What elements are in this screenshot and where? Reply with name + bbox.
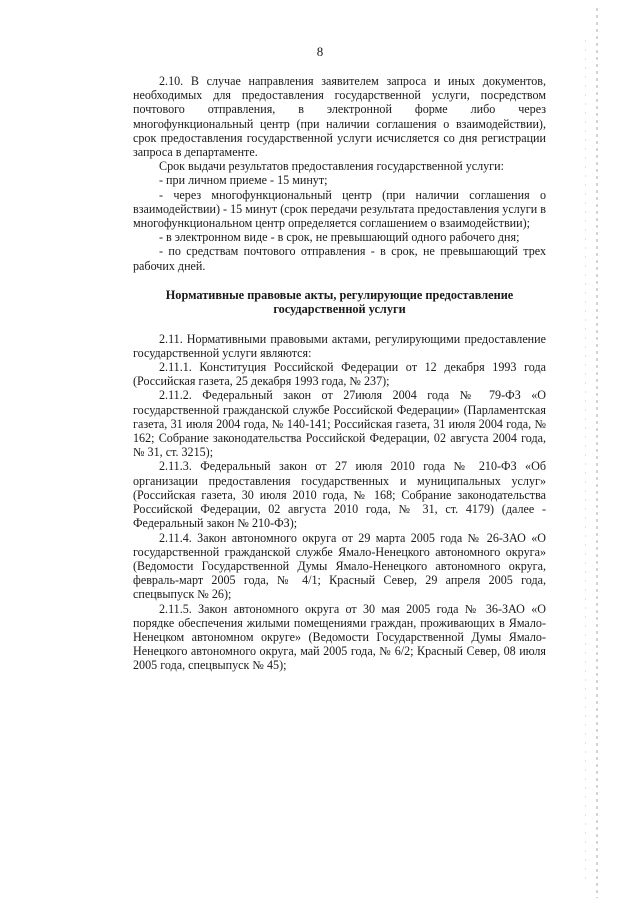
paragraph-2-11-1: 2.11.1. Конституция Российской Федерации от 12 декабря 1993 года (Российская газета, 25 декабря 1993 года, № 237); [133, 360, 546, 389]
paragraph-2-10: 2.10. В случае направления заявителем запроса и иных документов, необходимых для предоставления государственной услуги, посредством почтового отправления, в электронной форме либо через многофункциональный центр (при наличии соглашения о взаимодействии), срок предоставления государственной услуги исчисляется со дня регистрации запроса в департаменте. [133, 74, 546, 160]
paragraph-2-11: 2.11. Нормативными правовыми актами, регулирующими предоставление государственной услуги являются: [133, 331, 546, 360]
scan-edge-line [596, 8, 598, 898]
paragraph-2-11-5: 2.11.5. Закон автономного округа от 30 мая 2005 года № 36-ЗАО «О порядке обеспечения жилыми помещениями граждан, проживающих в Ямало-Ненецком автономном округе» (Ведомости Государственной Думы Ямало-Ненецкого автономного округа, май 2005 года, № 6/2; Красный Север, 08 июля 2005 года, спецвыпуск № 45); [133, 601, 546, 673]
scan-edge-line-secondary [585, 40, 586, 880]
paragraph-2-11-4: 2.11.4. Закон автономного округа от 29 марта 2005 года № 26-ЗАО «О государственной гражданской службе Ямало-Ненецкого автономного округа» (Ведомости Государственной Думы Ямало-Ненецкого автономного округа, февраль-март 2005 года, № 4/1; Красный Север, 29 апреля 2005 года, спецвыпуск № 26); [133, 530, 546, 602]
list-item-personal: - при личном приеме - 15 минут; [159, 173, 328, 188]
list-item-postal: - по средствам почтового отправления - в срок, не превышающий трех рабочих дней. [133, 244, 546, 273]
paragraph-2-11-3: 2.11.3. Федеральный закон от 27 июля 2010 года № 210-ФЗ «Об организации предоставления государственных и муниципальных услуг» (Российская газета, 30 июля 2010 года, № 168; Собрание законодательства Российской Федерации, 02 августа 2010 года, № 31, ст. 4179) (далее - Федеральный закон № 210-ФЗ); [133, 459, 546, 531]
list-item-mfc: - через многофункциональный центр (при наличии соглашения о взаимодействии) - 15 минут (срок передачи результата предоставления услуги в многофункциональном центр определяется соглашением о взаимодействии); [133, 187, 546, 231]
paragraph-result-terms: Срок выдачи результатов предоставления государственной услуги: [159, 159, 504, 174]
page-number: 8 [316, 44, 324, 59]
document-body [133, 74, 546, 673]
section-heading: Нормативные правовые акты, регулирующие предоставление государственной услуги [165, 287, 514, 317]
paragraph-2-11-2: 2.11.2. Федеральный закон от 27июля 2004 года № 79-ФЗ «О государственной гражданской службе Российской Федерации» (Парламентская газета, 31 июля 2004 года, № 140-141; Российская газета, 31 июля 2004 года, № 162; Собрание законодательства Российской Федерации, 02 августа 2004 года, № 31, ст. 3215); [133, 388, 546, 460]
list-item-electronic: - в электронном виде - в срок, не превышающий одного рабочего дня; [159, 230, 520, 245]
